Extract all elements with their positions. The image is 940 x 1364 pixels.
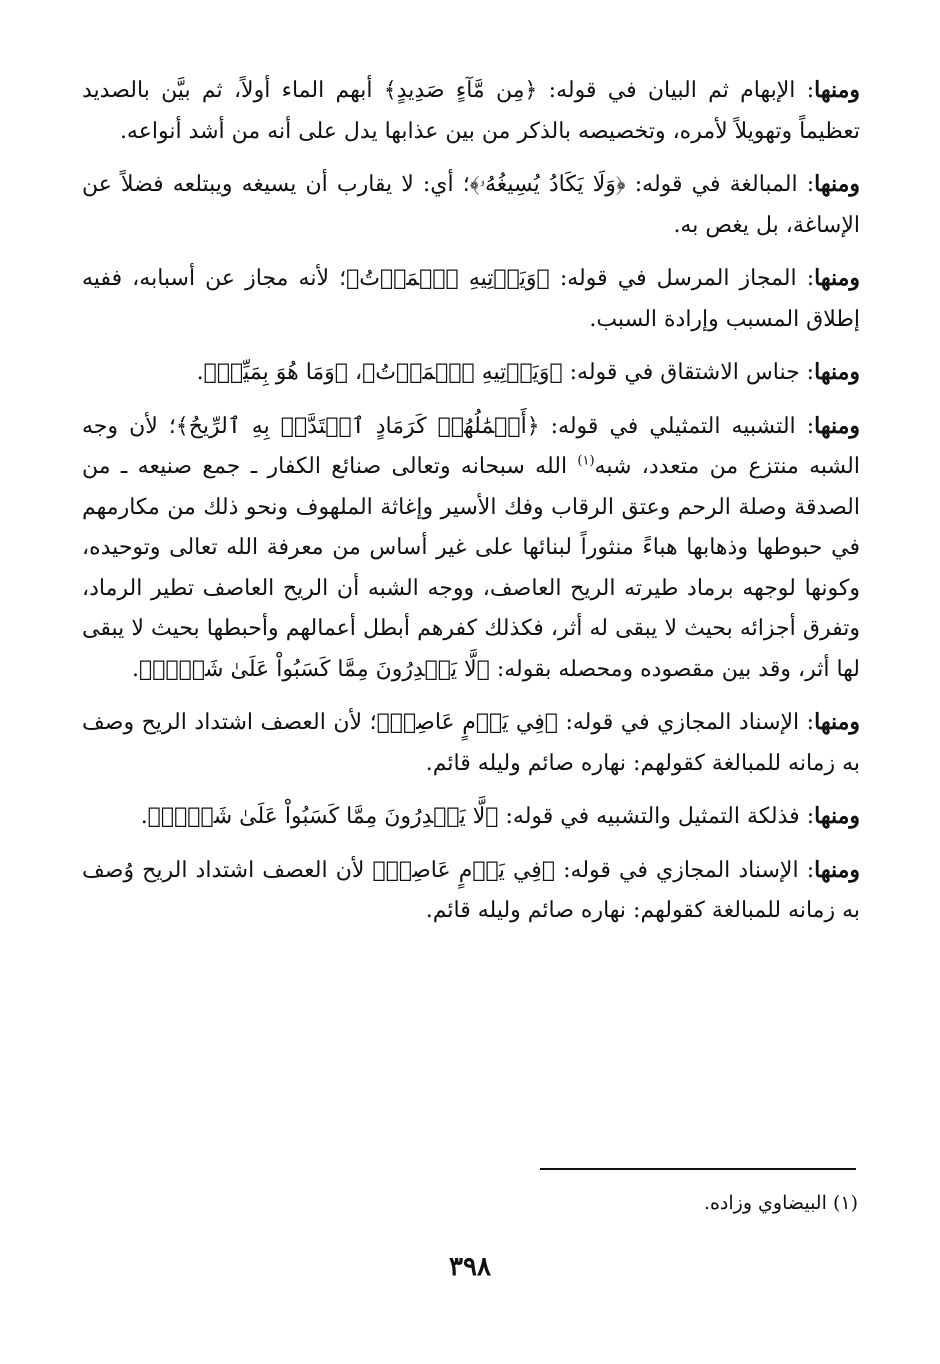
paragraph-text: : المبالغة في قوله: ﴿وَلَا يَكَادُ يُسِيغُهُۥ﴾؛ أي: لا يقارب أن يسيغه ويبتلعه فضلاً عن الإساغة، بل يغص به. — [82, 172, 860, 238]
paragraph-fadhlaka — [82, 796, 860, 838]
paragraph-text: : فذلكة التمثيل والتشبيه في قوله: ﴿لَّا يَقۡدِرُونَ مِمَّا كَسَبُواْ عَلَىٰ شَيۡءٖ﴾. — [140, 804, 815, 829]
footnote-reference[interactable]: (١) — [577, 453, 595, 469]
paragraph-text: : التشبيه التمثيلي في قوله: ﴿أَعۡمَٰلُهُمۡ كَرَمَادٍ ٱشۡتَدَّتۡ بِهِ ٱلرِّيحُ﴾؛ لأن وجه الشبه منتزع من متعدد، شبه — [82, 413, 860, 479]
paragraph-lead: ومنها — [814, 709, 860, 735]
paragraph-jinas — [82, 352, 860, 394]
paragraph-ibham — [82, 70, 860, 152]
paragraph-lead: ومنها — [814, 265, 860, 291]
page-number: ٣٩٨ — [449, 1252, 491, 1282]
footnote-mark: (١) — [832, 1192, 858, 1214]
footnote-text: البيضاوي وزاده. — [703, 1192, 827, 1214]
paragraph-tashbih-tamthili — [82, 406, 860, 691]
paragraph-lead: ومنها — [814, 359, 860, 385]
paragraph-text: : الإسناد المجازي في قوله: ﴿فِي يَوۡمٍ عَاصِفٖ﴾؛ لأن العصف اشتداد الريح وصف به زمانه للمبالغة كقولهم: نهاره صائم وليله قائم. — [82, 710, 860, 776]
paragraph-isnad-majazi-repeat — [82, 850, 860, 932]
paragraph-text: : الإسناد المجازي في قوله: ﴿فِي يَوۡمٍ عَاصِفٖ﴾ لأن العصف اشتداد الريح وُصف به زمانه للمبالغة كقولهم: نهاره صائم وليله قائم. — [82, 857, 860, 923]
paragraph-majaz-mursal — [82, 258, 860, 340]
footnote-divider — [540, 1168, 856, 1170]
page-body — [82, 70, 860, 944]
paragraph-lead: ومنها — [814, 171, 860, 197]
footnote — [358, 1188, 858, 1218]
paragraph-lead: ومنها — [814, 856, 860, 883]
paragraph-text: : المجاز المرسل في قوله: ﴿وَيَأۡتِيهِ ٱلۡمَوۡتُ﴾؛ لأنه مجاز عن أسبابه، ففيه إطلاق المسبب وإرادة السبب. — [82, 266, 860, 332]
paragraph-text: : جناس الاشتقاق في قوله: ﴿وَيَأۡتِيهِ ٱلۡمَوۡتُ﴾، ﴿وَمَا هُوَ بِمَيِّتٖ﴾. — [196, 360, 815, 385]
paragraph-lead: ومنها — [814, 77, 860, 103]
paragraph-isnad-majazi — [82, 702, 860, 784]
paragraph-mubalagha — [82, 164, 860, 246]
paragraph-lead: ومنها — [814, 803, 860, 829]
paragraph-text-continued: الله سبحانه وتعالى صنائع الكفار ـ جمع صنيعه ـ من الصدقة وصلة الرحم وعتق الرقاب وفك الأسير وإغاثة الملهوف ونحو ذلك من مكارمهم في حبوطها وذهابها هباءً منثوراً لبنائها على غير أساس من معرفة الله تعالى وتوحيده، وكونها لوجهه برماد طيرته الريح العاصف، ووجه الشبه أن الريح العاصف تطير الرماد، وتفرق أجزائه بحيث لا يبقى له أثر، فكذلك كفرهم أبطل أعمالهم وأحبطها بحيث لا يبقى لها أثر، وقد بين مقصوده ومحصله بقوله: ﴿لَّا يَقۡدِرُونَ مِمَّا كَسَبُواْ عَلَىٰ شَيۡءٖ﴾. — [82, 454, 860, 682]
paragraph-text: : الإبهام ثم البيان في قوله: ﴿مِن مَّآءٍ صَدِيدٍ﴾ أبهم الماء أولاً، ثم بيَّن بالصديد تعظيماً وتهويلاً لأمره، وتخصيصه بالذكر من بين عذابها يدل على أنه من أشد أنواعه. — [82, 78, 860, 144]
paragraph-lead: ومنها — [814, 412, 860, 439]
